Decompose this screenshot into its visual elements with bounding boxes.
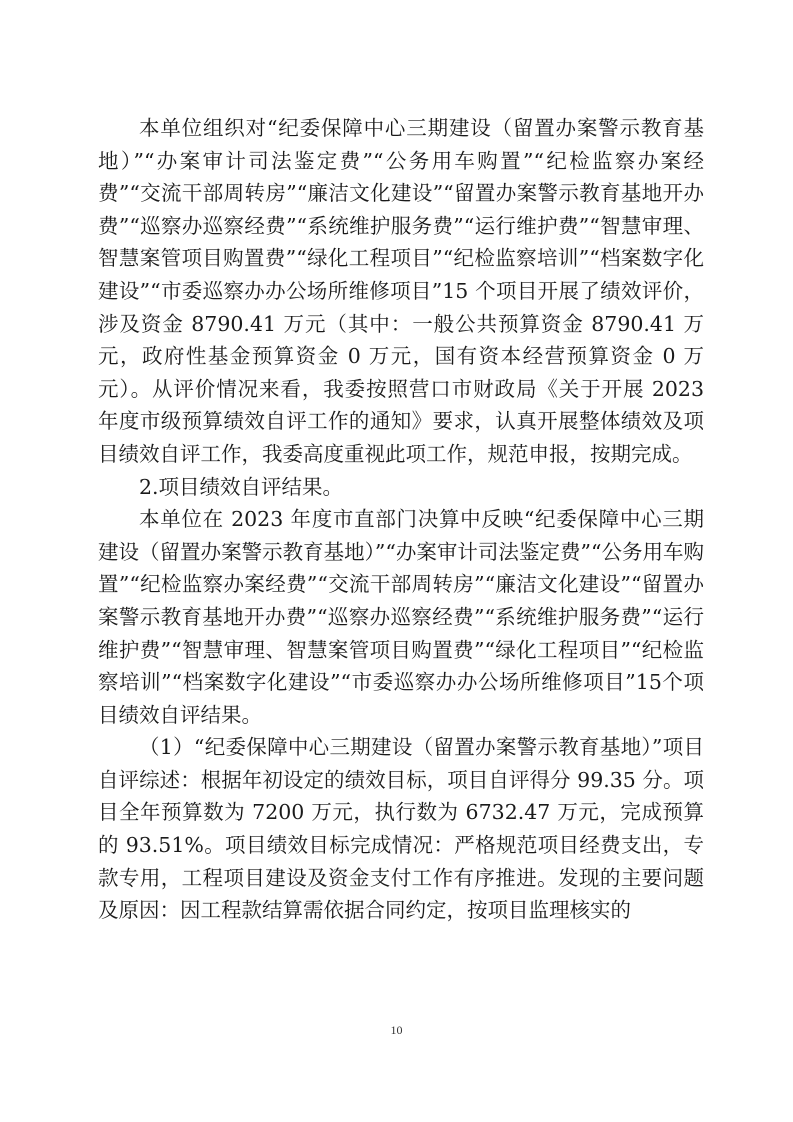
- document-body: [98, 112, 704, 927]
- paragraph-final-accounts-reflection: 本单位在 2023 年度市直部门决算中反映“纪委保障中心三期建设（留置办案警示教育基地）”“办案审计司法鉴定费”“公务用车购置”“纪检监察办案经费”“交流干部周转房”“廉洁文化建设”“留置办案警示教育基地开办费”“巡察办巡察经费”“系统维护服务费”“运行维护费”“智慧审理、智慧案管项目购置费”“绿化工程项目”“纪检监察培训”“档案数字化建设”“市委巡察办办公场所维修项目”15个项目绩效自评结果。: [98, 507, 704, 727]
- paragraph-project-evaluation: 本单位组织对“纪委保障中心三期建设（留置办案警示教育基地）”“办案审计司法鉴定费”“公务用车购置”“纪检监察办案经费”“交流干部周转房”“廉洁文化建设”“留置办案警示教育基地开办费”“巡察办巡察经费”“系统维护服务费”“运行维护费”“智慧审理、智慧案管项目购置费”“绿化工程项目”“纪检监察培训”“档案数字化建设”“市委巡察办办公场所维修项目”15 个项目开展了绩效评价，涉及资金 8790.41 万元（其中：一般公共预算资金 8790.41 万元，政府性基金预算资金 0 万元，国有资本经营预算资金 0 万元）。从评价情况来看，我委按照营口市财政局《关于开展 2023 年度市级预算绩效自评工作的通知》要求，认真开展整体绩效及项目绩效自评工作，我委高度重视此项工作，规范申报，按期完成。: [98, 116, 704, 466]
- page-number: 10: [390, 1023, 403, 1037]
- heading-project-self-evaluation-results: 2.项目绩效自评结果。: [139, 474, 344, 499]
- paragraph-item-1-summary: （1）“纪委保障中心三期建设（留置办案警示教育基地）”项目自评综述：根据年初设定的绩效目标，项目自评得分 99.35 分。项目全年预算数为 7200 万元，执行数为 6732.47 万元，完成预算的 93.51%。项目绩效目标完成情况：严格规范项目经费支出，专款专用，工程项目建设及资金支付工作有序推进。发现的主要问题及原因：因工程款结算需依据合同约定，按项目监理核实的: [98, 735, 704, 923]
